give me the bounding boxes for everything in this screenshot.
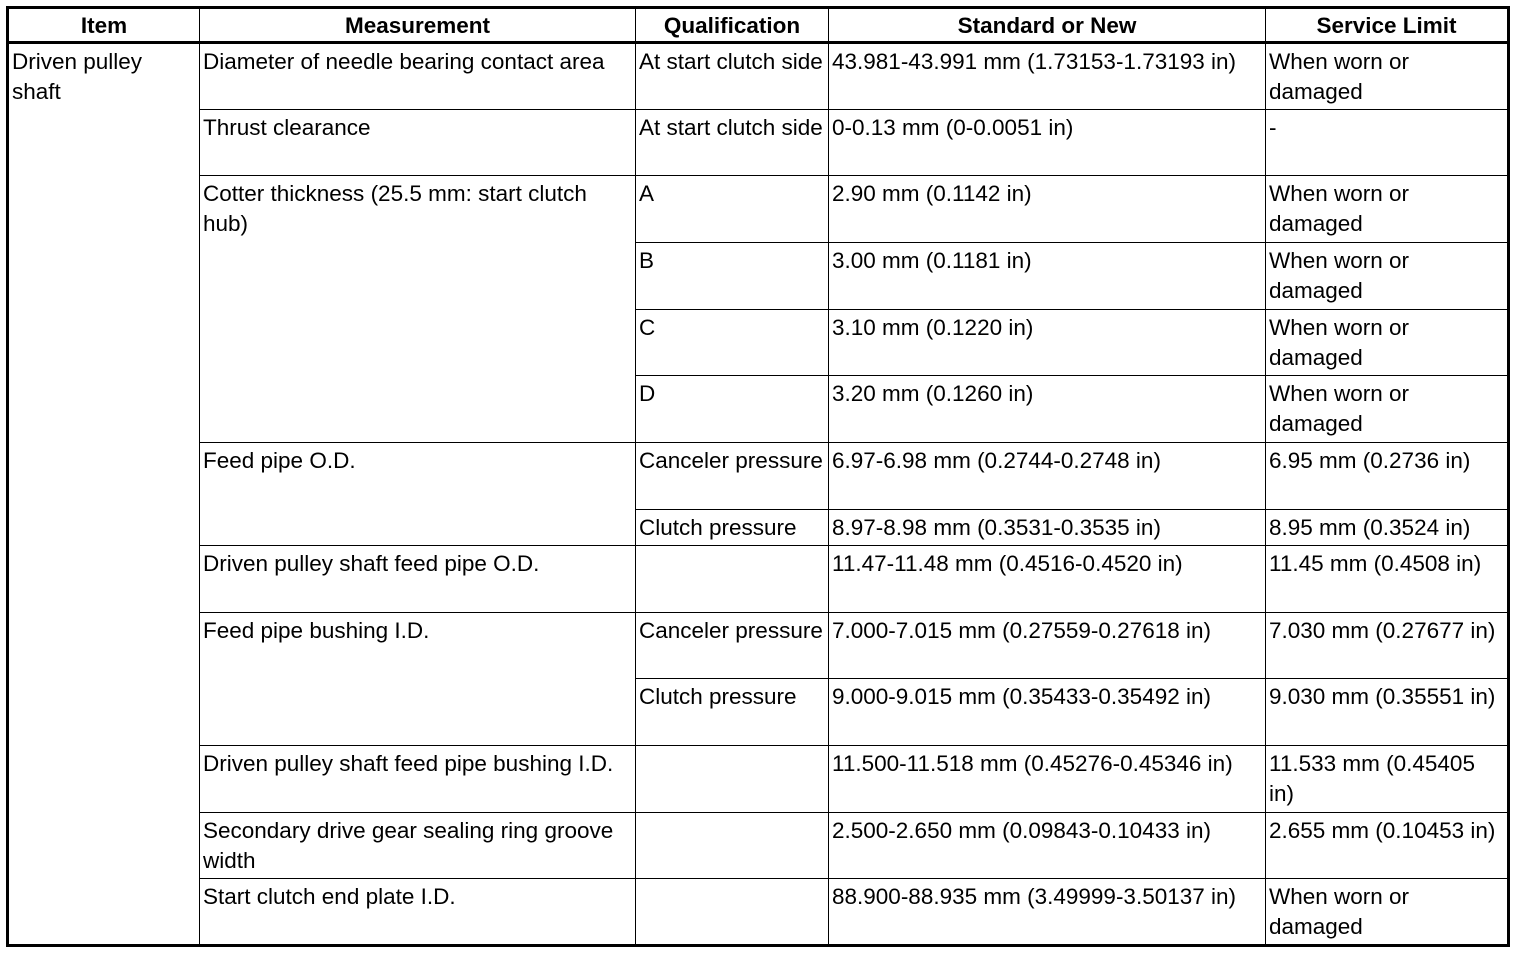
standard-cell: 11.47-11.48 mm (0.4516-0.4520 in) [829, 545, 1266, 612]
header-item: Item [8, 8, 200, 43]
standard-cell: 8.97-8.98 mm (0.3531-0.3535 in) [829, 509, 1266, 545]
standard-cell: 6.97-6.98 mm (0.2744-0.2748 in) [829, 443, 1266, 510]
header-qualification: Qualification [636, 8, 829, 43]
standard-cell: 43.981-43.991 mm (1.73153-1.73193 in) [829, 43, 1266, 110]
service-limit-cell: 2.655 mm (0.10453 in) [1266, 812, 1509, 879]
service-limit-cell: When worn or damaged [1266, 309, 1509, 376]
standard-cell: 3.10 mm (0.1220 in) [829, 309, 1266, 376]
qualification-cell [636, 879, 829, 946]
service-limit-cell: - [1266, 109, 1509, 176]
qualification-cell: At start clutch side [636, 43, 829, 110]
measurement-cell: Driven pulley shaft feed pipe bushing I.D. [200, 745, 636, 812]
service-limit-cell: When worn or damaged [1266, 376, 1509, 443]
measurement-cell: Feed pipe bushing I.D. [200, 612, 636, 745]
qualification-cell: D [636, 376, 829, 443]
service-limit-cell: 8.95 mm (0.3524 in) [1266, 509, 1509, 545]
table-row [8, 879, 1509, 946]
service-limit-cell: 9.030 mm (0.35551 in) [1266, 679, 1509, 746]
qualification-cell: C [636, 309, 829, 376]
service-limit-cell: 7.030 mm (0.27677 in) [1266, 612, 1509, 679]
table-row [8, 812, 1509, 879]
standard-cell: 7.000-7.015 mm (0.27559-0.27618 in) [829, 612, 1266, 679]
service-limit-cell: 6.95 mm (0.2736 in) [1266, 443, 1509, 510]
item-cell: Driven pulley shaft [8, 43, 200, 946]
table-row [8, 443, 1509, 510]
standard-cell: 3.00 mm (0.1181 in) [829, 243, 1266, 310]
service-limit-cell: When worn or damaged [1266, 176, 1509, 243]
table-row [8, 43, 1509, 110]
table-row [8, 745, 1509, 812]
qualification-cell: A [636, 176, 829, 243]
standard-cell: 2.90 mm (0.1142 in) [829, 176, 1266, 243]
specifications-table [6, 6, 1510, 947]
qualification-cell: At start clutch side [636, 109, 829, 176]
standard-cell: 88.900-88.935 mm (3.49999-3.50137 in) [829, 879, 1266, 946]
header-service-limit: Service Limit [1266, 8, 1509, 43]
qualification-cell: Canceler pressure [636, 443, 829, 510]
standard-cell: 9.000-9.015 mm (0.35433-0.35492 in) [829, 679, 1266, 746]
header-row [8, 8, 1509, 43]
service-limit-cell: When worn or damaged [1266, 43, 1509, 110]
measurement-cell: Start clutch end plate I.D. [200, 879, 636, 946]
table-row [8, 545, 1509, 612]
qualification-cell: Clutch pressure [636, 509, 829, 545]
qualification-cell: Clutch pressure [636, 679, 829, 746]
service-limit-cell: When worn or damaged [1266, 879, 1509, 946]
qualification-cell [636, 545, 829, 612]
standard-cell: 0-0.13 mm (0-0.0051 in) [829, 109, 1266, 176]
measurement-cell: Feed pipe O.D. [200, 443, 636, 546]
table-row [8, 109, 1509, 176]
standard-cell: 2.500-2.650 mm (0.09843-0.10433 in) [829, 812, 1266, 879]
service-limit-cell: When worn or damaged [1266, 243, 1509, 310]
qualification-cell [636, 745, 829, 812]
table-row [8, 612, 1509, 679]
header-measurement: Measurement [200, 8, 636, 43]
qualification-cell: Canceler pressure [636, 612, 829, 679]
measurement-cell: Secondary drive gear sealing ring groove width [200, 812, 636, 879]
measurement-cell: Driven pulley shaft feed pipe O.D. [200, 545, 636, 612]
qualification-cell: B [636, 243, 829, 310]
service-limit-cell: 11.45 mm (0.4508 in) [1266, 545, 1509, 612]
measurement-cell: Diameter of needle bearing contact area [200, 43, 636, 110]
measurement-cell: Cotter thickness (25.5 mm: start clutch hub) [200, 176, 636, 443]
service-limit-cell: 11.533 mm (0.45405 in) [1266, 745, 1509, 812]
qualification-cell [636, 812, 829, 879]
standard-cell: 11.500-11.518 mm (0.45276-0.45346 in) [829, 745, 1266, 812]
standard-cell: 3.20 mm (0.1260 in) [829, 376, 1266, 443]
table-row [8, 176, 1509, 243]
measurement-cell: Thrust clearance [200, 109, 636, 176]
header-standard: Standard or New [829, 8, 1266, 43]
